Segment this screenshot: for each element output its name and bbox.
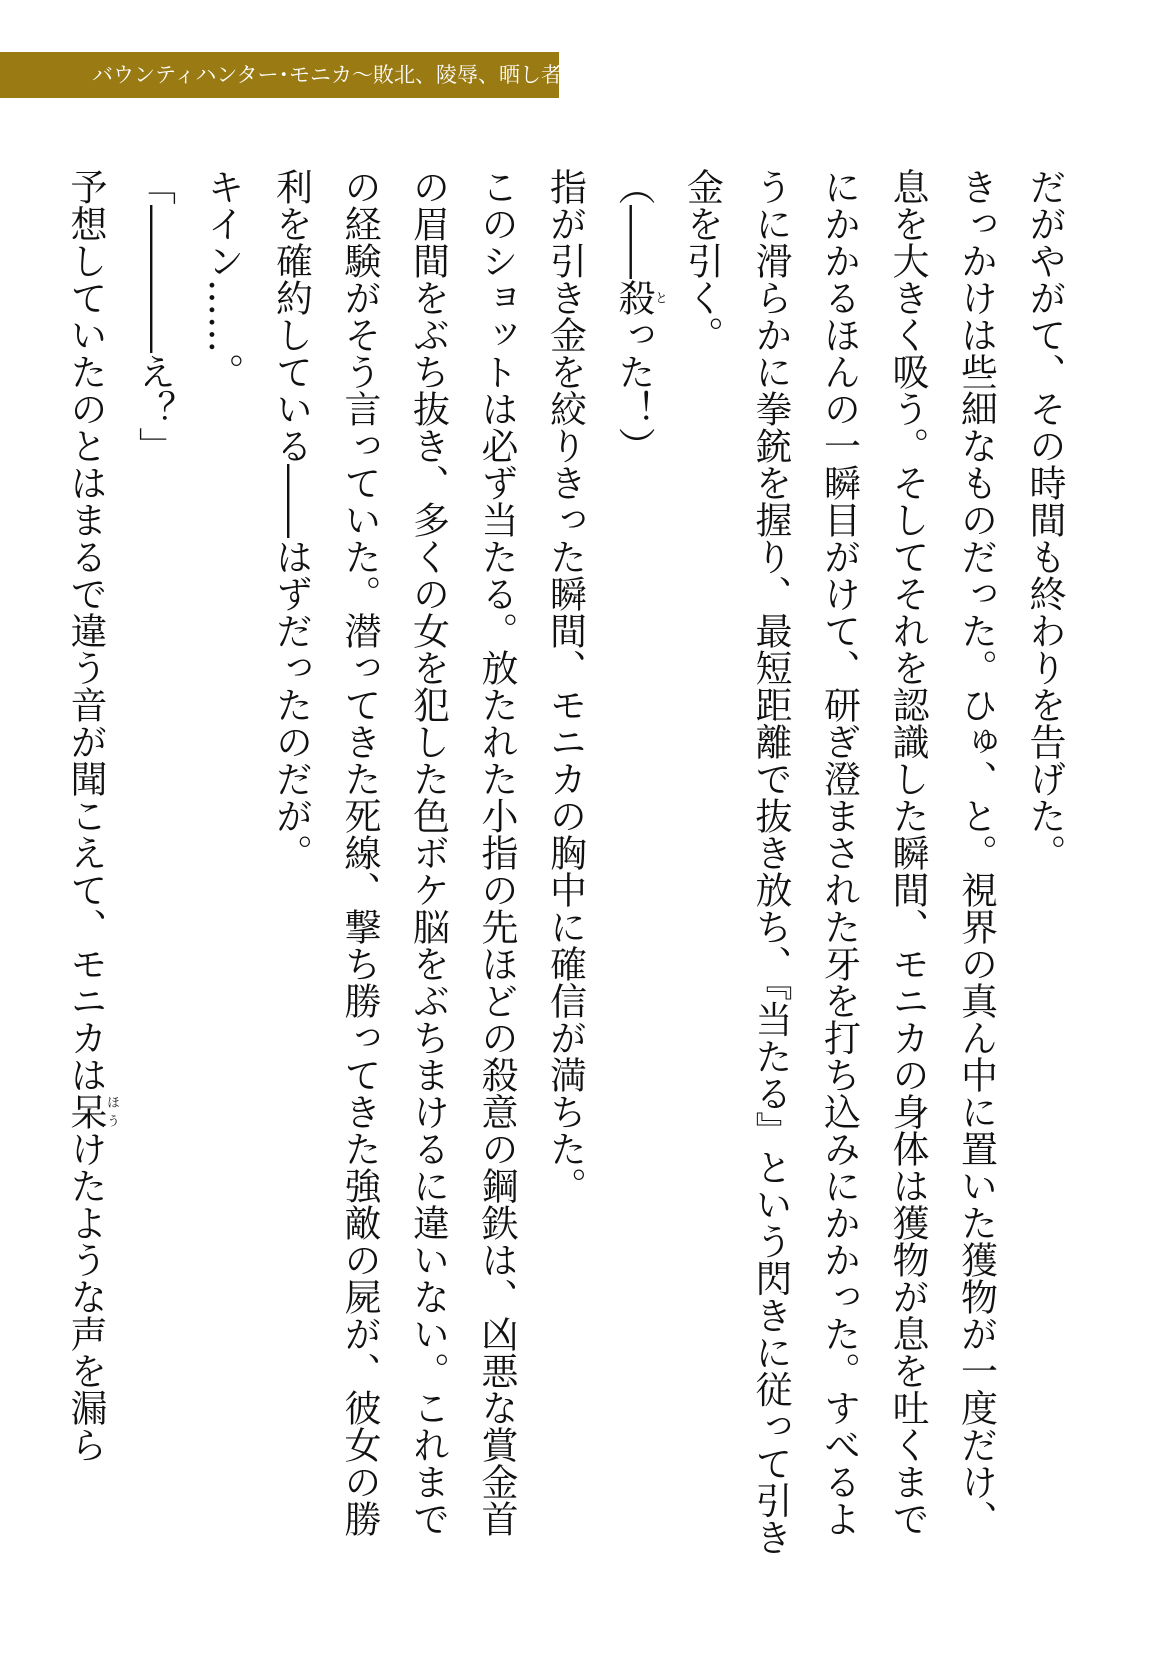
paragraph-text: けたような声を漏ら [64, 1130, 107, 1463]
ruby-reading: と [652, 279, 667, 316]
paragraph: キイン……。 [201, 168, 244, 390]
paragraph-text: （―― [612, 168, 655, 279]
ruby-base: 殺 [612, 279, 655, 316]
paragraph-text: った！） [612, 316, 655, 464]
ruby-reading: ほう [104, 1093, 119, 1130]
ruby-word [64, 1093, 119, 1130]
body-text [64, 168, 1078, 1568]
paragraph [599, 168, 668, 1568]
header-title: バウンティハンター･モニカ〜敗北、陵辱、晒し者〜 [92, 63, 583, 87]
ruby-base: 呆 [64, 1093, 107, 1130]
header-band [0, 52, 583, 98]
paragraph: きっかけは些細なものだった。ひゅ、と。視界の真ん中に置いた獲物が一度だけ、息を大きく吸う。そしてそれを認識した瞬間、モニカの身体は獲物が息を吐くまでにかかるほんの一瞬目がけて、研ぎ澄まされた牙を打ち込みにかかった。すべるように滑らかに拳銃を握り、最短距離で抜き放ち、『当たる』という閃きに従って引き金を引く。 [680, 168, 998, 1556]
paragraph: このショットは必ず当たる。放たれた小指の先ほどの殺意の鋼鉄は、凶悪な賞金首の眉間をぶち抜き、多くの女を犯した色ボケ脳をぶちまけるに違いない。これまでの経験がそう言っていた。潜ってきた死線、撃ち勝ってきた強敵の屍が、彼女の勝利を確約している――はずだったのだが。 [269, 168, 518, 1537]
ruby-word [612, 279, 667, 316]
paragraph [51, 168, 120, 1568]
paragraph: だがやがて、その時間も終わりを告げた。 [1023, 168, 1066, 871]
paragraph-text: 予想していたのとはまるで違う音が聞こえて、モニカは [64, 168, 107, 1093]
paragraph: 指が引き金を絞りきった瞬間、モニカの胸中に確信が満ちた。 [543, 168, 587, 1204]
paragraph: 「――――え？」 [132, 168, 176, 464]
